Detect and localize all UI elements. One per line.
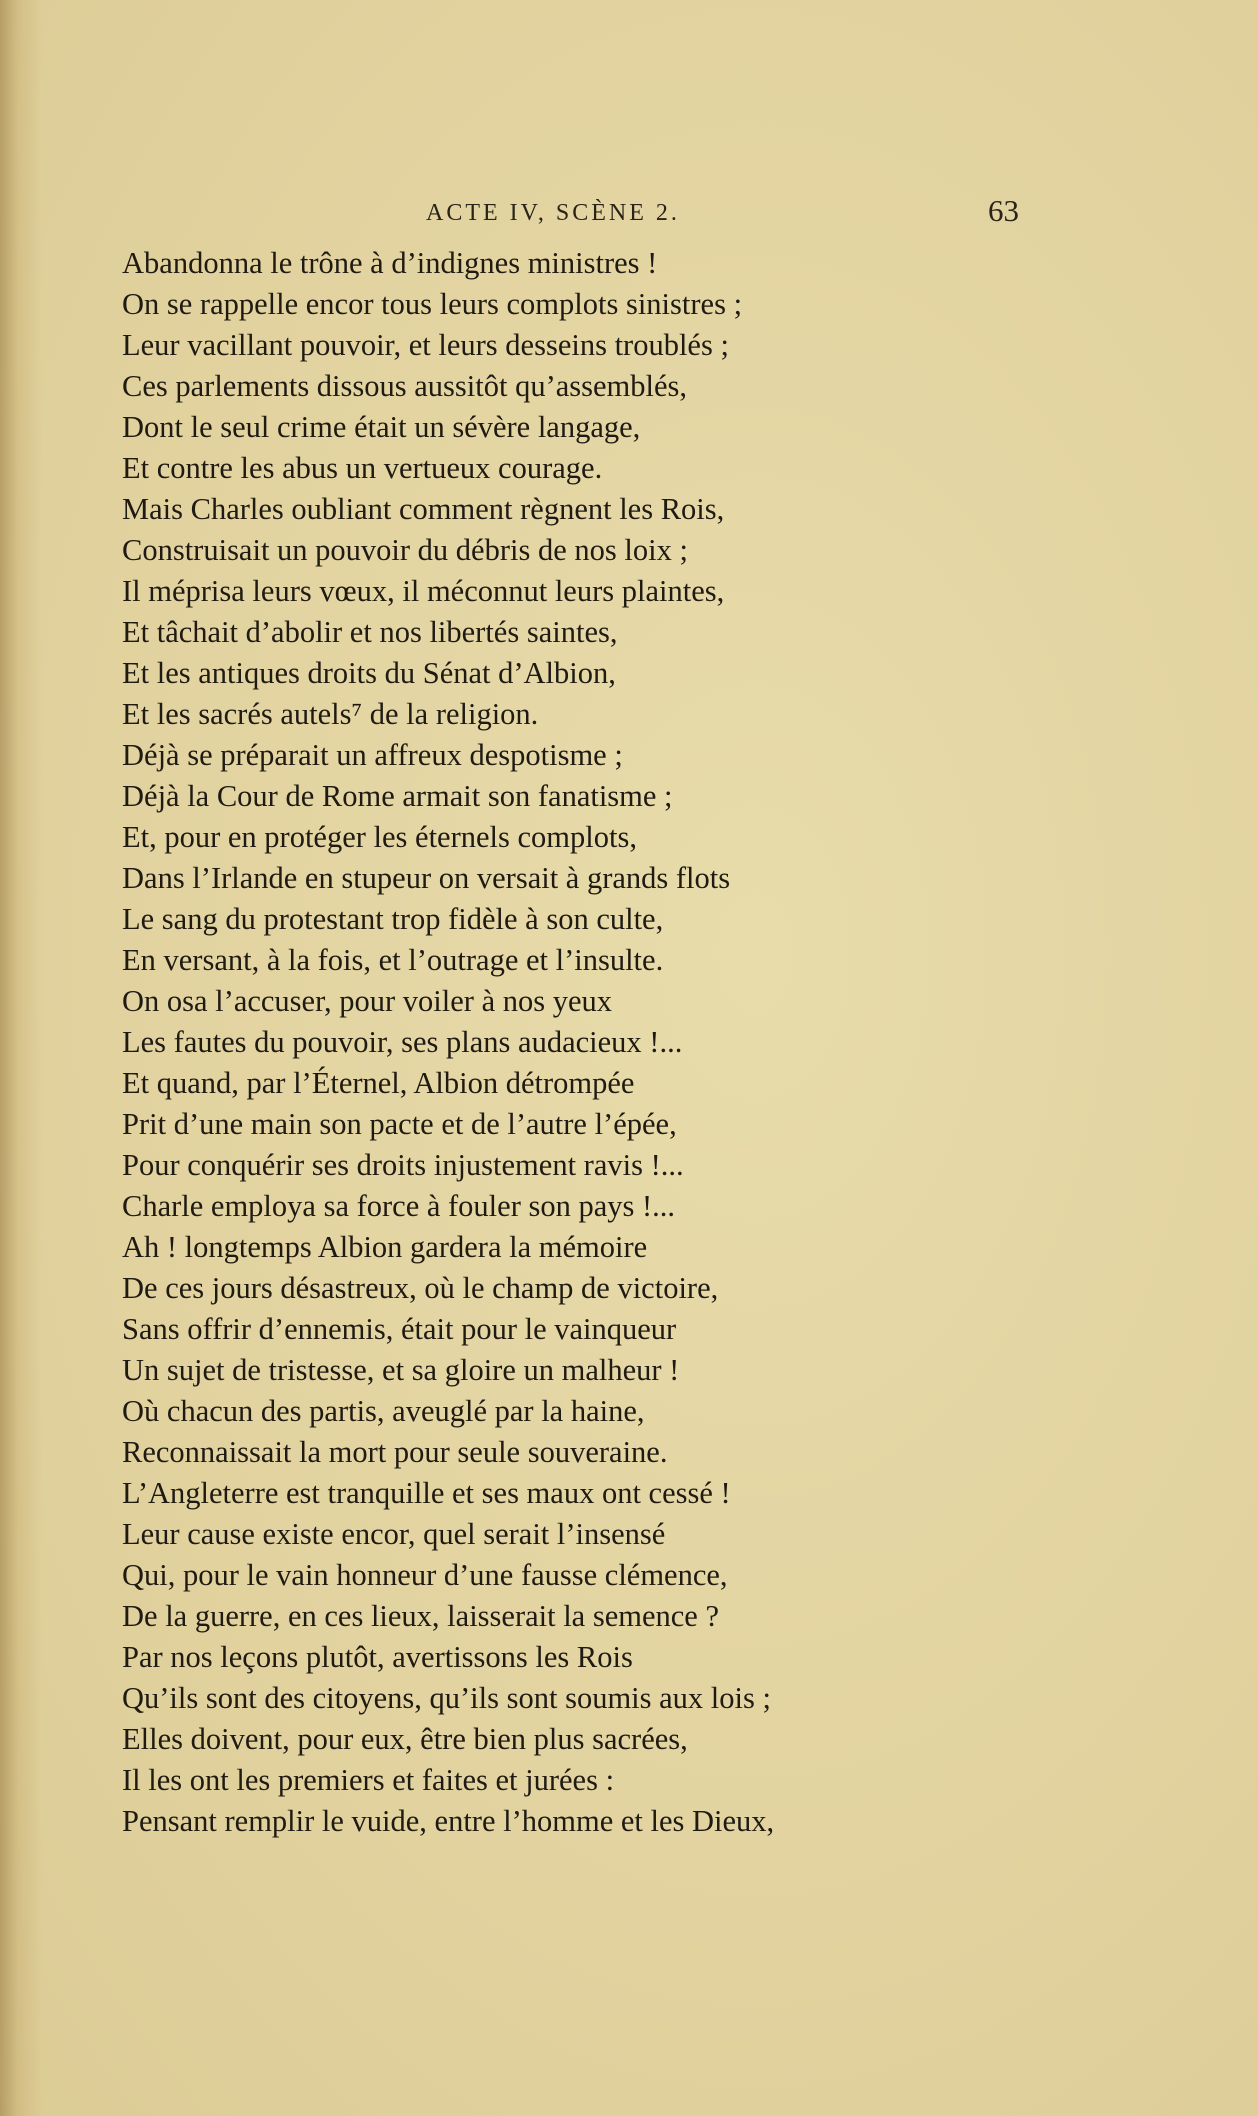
verse-line: L’Angleterre est tranquille et ses maux ont cessé ! [122,1476,731,1510]
verse-line: Déjà la Cour de Rome armait son fanatisme ; [122,779,673,813]
verse-block [122,243,1122,1842]
verse-line: Qu’ils sont des citoyens, qu’ils sont soumis aux lois ; [122,1681,771,1715]
verse-line: Et tâchait d’abolir et nos libertés saintes, [122,615,618,649]
running-head: ACTE IV, SCÈNE 2. [426,200,680,226]
verse-line: De ces jours désastreux, où le champ de victoire, [122,1271,719,1305]
page-number: 63 [988,193,1019,228]
verse-line: Il les ont les premiers et faites et jurées : [122,1763,615,1797]
verse-line: Prit d’une main son pacte et de l’autre l’épée, [122,1107,677,1141]
verse-line: Elles doivent, pour eux, être bien plus sacrées, [122,1722,688,1756]
verse-line: Et, pour en protéger les éternels complots, [122,820,637,854]
verse-line: Leur cause existe encor, quel serait l’insensé [122,1517,666,1551]
verse-line: Pensant remplir le vuide, entre l’homme et les Dieux, [122,1804,775,1838]
page-header [0,193,1258,236]
verse-line: En versant, à la fois, et l’outrage et l’insulte. [122,943,664,977]
verse-line: Et les antiques droits du Sénat d’Albion, [122,656,616,690]
verse-line: Un sujet de tristesse, et sa gloire un malheur ! [122,1353,680,1387]
verse-line: Dont le seul crime était un sévère langage, [122,410,641,444]
verse-line: Par nos leçons plutôt, avertissons les Rois [122,1640,633,1674]
verse-line: Reconnaissait la mort pour seule souveraine. [122,1435,668,1469]
verse-line: Sans offrir d’ennemis, était pour le vainqueur [122,1312,677,1346]
verse-line: De la guerre, en ces lieux, laisserait la semence ? [122,1599,719,1633]
verse-line: Où chacun des partis, aveuglé par la haine, [122,1394,645,1428]
verse-line: Et les sacrés autels⁷ de la religion. [122,697,539,731]
verse-line: Déjà se préparait un affreux despotisme ; [122,738,623,772]
verse-line: Mais Charles oubliant comment règnent les Rois, [122,492,725,526]
verse-line: Pour conquérir ses droits injustement ravis !... [122,1148,684,1182]
verse-line: Dans l’Irlande en stupeur on versait à grands flots [122,861,731,895]
verse-line: Il méprisa leurs vœux, il méconnut leurs plaintes, [122,574,725,608]
verse-line: Ces parlements dissous aussitôt qu’assemblés, [122,369,688,403]
verse-line: Et quand, par l’Éternel, Albion détrompée [122,1066,635,1100]
verse-line: Les fautes du pouvoir, ses plans audacieux !... [122,1025,683,1059]
verse-line: Et contre les abus un vertueux courage. [122,451,603,485]
verse-line: On osa l’accuser, pour voiler à nos yeux [122,984,613,1018]
verse-line: Abandonna le trône à d’indignes ministres ! [122,246,658,280]
verse-line: Leur vacillant pouvoir, et leurs desseins troublés ; [122,328,729,362]
verse-line: Qui, pour le vain honneur d’une fausse clémence, [122,1558,728,1592]
verse-line: Charle employa sa force à fouler son pays !... [122,1189,676,1223]
verse-line: Construisait un pouvoir du débris de nos loix ; [122,533,688,567]
verse-line: Ah ! longtemps Albion gardera la mémoire [122,1230,648,1264]
verse-line: Le sang du protestant trop fidèle à son culte, [122,902,664,936]
verse-line: On se rappelle encor tous leurs complots sinistres ; [122,287,743,321]
